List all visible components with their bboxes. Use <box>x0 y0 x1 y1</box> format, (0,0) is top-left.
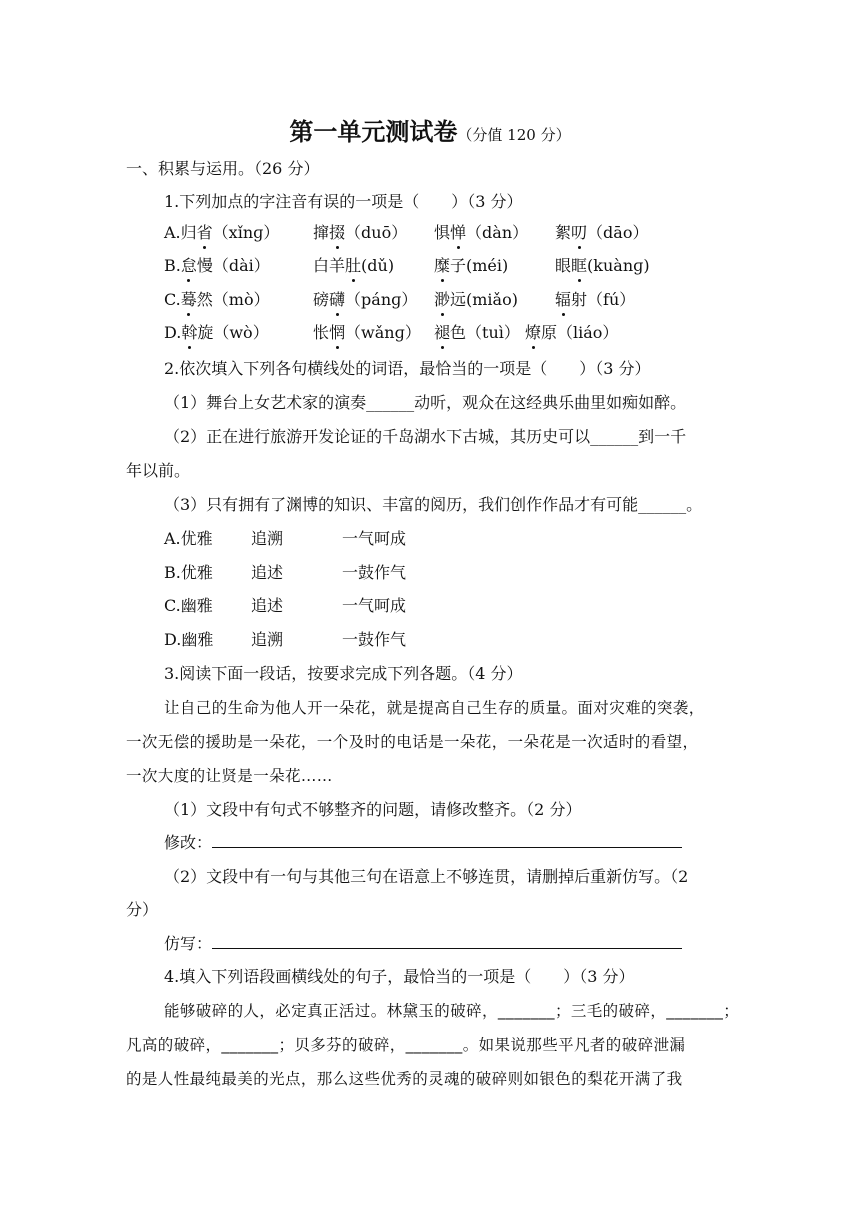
q2-sentence-2-cont: 年以前。 <box>126 461 191 480</box>
q1-a-item3: 惧惮（dàn） <box>434 223 529 242</box>
q3-imitate-row <box>164 933 682 955</box>
q2-stem: 2.依次填入下列各句横线处的词语，最恰当的一项是（ ）（3 分） <box>164 359 651 378</box>
q3-sub-1: （1）文段中有句式不够整齐的问题，请修改整齐。（2 分） <box>164 800 582 819</box>
q3-passage-line-2: 一次无偿的援助是一朵花，一个及时的电话是一朵花，一朵花是一次适时的看望， <box>126 733 699 751</box>
title-score: （分值 120 分） <box>457 126 571 144</box>
q4-stem: 4.填入下列语段画横线处的句子，最恰当的一项是（ ）（3 分） <box>164 967 635 986</box>
q1-d-item2: 怅惘（wǎnɡ） <box>313 323 421 342</box>
q1-b-item4: 眼眶(kuànɡ) <box>555 256 650 275</box>
q3-stem: 3.阅读下面一段话，按要求完成下列各题。（4 分） <box>164 664 523 683</box>
q1-b-item2: 白羊肚(dǔ) <box>313 256 395 275</box>
page-title <box>0 112 860 147</box>
q1-c-item4: 辐射（fú） <box>555 290 636 309</box>
q1-d-item1: D.斡旋（wò） <box>164 323 269 342</box>
q4-passage-line-2: 凡高的破碎，_______；贝多芬的破碎，_______。如果说那些平凡者的破碎泄漏 <box>126 1036 686 1054</box>
q1-c-item2: 磅礴（pánɡ） <box>313 290 418 309</box>
q2-sentence-1: （1）舞台上女艺术家的演奏______动听，观众在这经典乐曲里如痴如醉。 <box>164 393 687 412</box>
q3-passage-line-3: 一次大度的让贤是一朵花…… <box>126 767 333 785</box>
q3-fix-row <box>164 832 682 854</box>
q3-sub-2-cont: 分） <box>126 900 159 919</box>
q1-b-item1: B.怠慢（dài） <box>164 256 270 275</box>
exam-page: 第一单元测试卷（分值 120 分） 一、积累与运用。（26 分） 1.下列加点的字注音有误的一项是（ ）（3 分） A.归省（xǐnɡ） 撺掇（duō） 惧惮（dàn） 絮叨（dāo） B.怠慢（dài） 白羊肚(dǔ) 糜子(méi) 眼眶(kuànɡ) C.蓦然（mò） 磅礴（pánɡ） 渺远(miǎo) 辐射（fú） D.斡旋（wò） 怅惘（wǎnɡ） 褪色（tuì） 燎原（liáo） 2.依次填入下列各句横线处的词语，最恰当的一项是（ ）（3 分） （1）舞台上女艺术家的演奏______动听，观众在这经典乐曲里如痴如醉。 （2）正在进行旅游开发论证的千岛湖水下古城，其历史可以______到一千 年以前。 （3）只有拥有了渊博的知识、丰富的阅历，我们创作作品才有可能______。 A.优雅 追溯 一气呵成 B.优雅 追述 一鼓作气 C.幽雅 追述 一气呵成 D.幽雅 追溯 一鼓作气 3.阅读下面一段话，按要求完成下列各题。（4 分） 让自己的生命为他人开一朵花，就是提高自己生存的质量。面对灾难的突袭， 一次无偿的援助是一朵花，一个及时的电话是一朵花，一朵花是一次适时的看望， 一次大度的让贤是一朵花…… （1）文段中有句式不够整齐的问题，请修改整齐。（2 分） 修改： （2）文段中有一句与其他三句在语意上不够连贯，请删掉后重新仿写。（2 分） 仿写： 4.填入下列语段画横线处的句子，最恰当的一项是（ ）（3 分） 能够破碎的人，必定真正活过。林黛玉的破碎，_______；三毛的破碎，_______； 凡高的破碎，_______；贝多芬的破碎，_______。如果说那些平凡者的破碎泄漏 的是人性最纯最美的光点，那么这些优秀的灵魂的破碎则如银色的梨花开满了我 <box>0 0 860 1216</box>
title-main: 第一单元测试卷 <box>289 117 458 146</box>
q1-c-item1: C.蓦然（mò） <box>164 290 270 309</box>
q4-passage-line-3: 的是人性最纯最美的光点，那么这些优秀的灵魂的破碎则如银色的梨花开满了我 <box>126 1070 683 1088</box>
q3-fix-label: 修改： <box>164 833 213 852</box>
q3-imitate-label: 仿写： <box>164 934 213 953</box>
q1-d-item3: 褪色（tuì） <box>434 323 520 342</box>
q1-a-item2: 撺掇（duō） <box>313 223 408 242</box>
q1-b-item3: 糜子(méi) <box>434 256 509 275</box>
q1-a-item1: A.归省（xǐnɡ） <box>164 223 280 242</box>
q1-a-item4: 絮叨（dāo） <box>555 223 649 242</box>
q2-sentence-3: （3）只有拥有了渊博的知识、丰富的阅历，我们创作作品才有可能______。 <box>164 495 703 514</box>
q1-c-item3: 渺远(miǎo) <box>434 290 518 309</box>
q3-fix-answer-line[interactable] <box>212 833 682 848</box>
q3-sub-2: （2）文段中有一句与其他三句在语意上不够连贯，请删掉后重新仿写。（2 <box>164 867 689 886</box>
q2-sentence-2: （2）正在进行旅游开发论证的千岛湖水下古城，其历史可以______到一千 <box>164 427 687 446</box>
q1-stem: 1.下列加点的字注音有误的一项是（ ）（3 分） <box>164 192 523 211</box>
q1-d-item4: 燎原（liáo） <box>525 323 619 342</box>
q3-imitate-answer-line[interactable] <box>212 934 682 949</box>
q3-passage-line-1: 让自己的生命为他人开一朵花，就是提高自己生存的质量。面对灾难的突袭， <box>164 699 705 717</box>
q4-passage-line-1: 能够破碎的人，必定真正活过。林黛玉的破碎，_______；三毛的破碎，_______； <box>164 1002 740 1020</box>
section-heading: 一、积累与运用。（26 分） <box>126 159 320 178</box>
